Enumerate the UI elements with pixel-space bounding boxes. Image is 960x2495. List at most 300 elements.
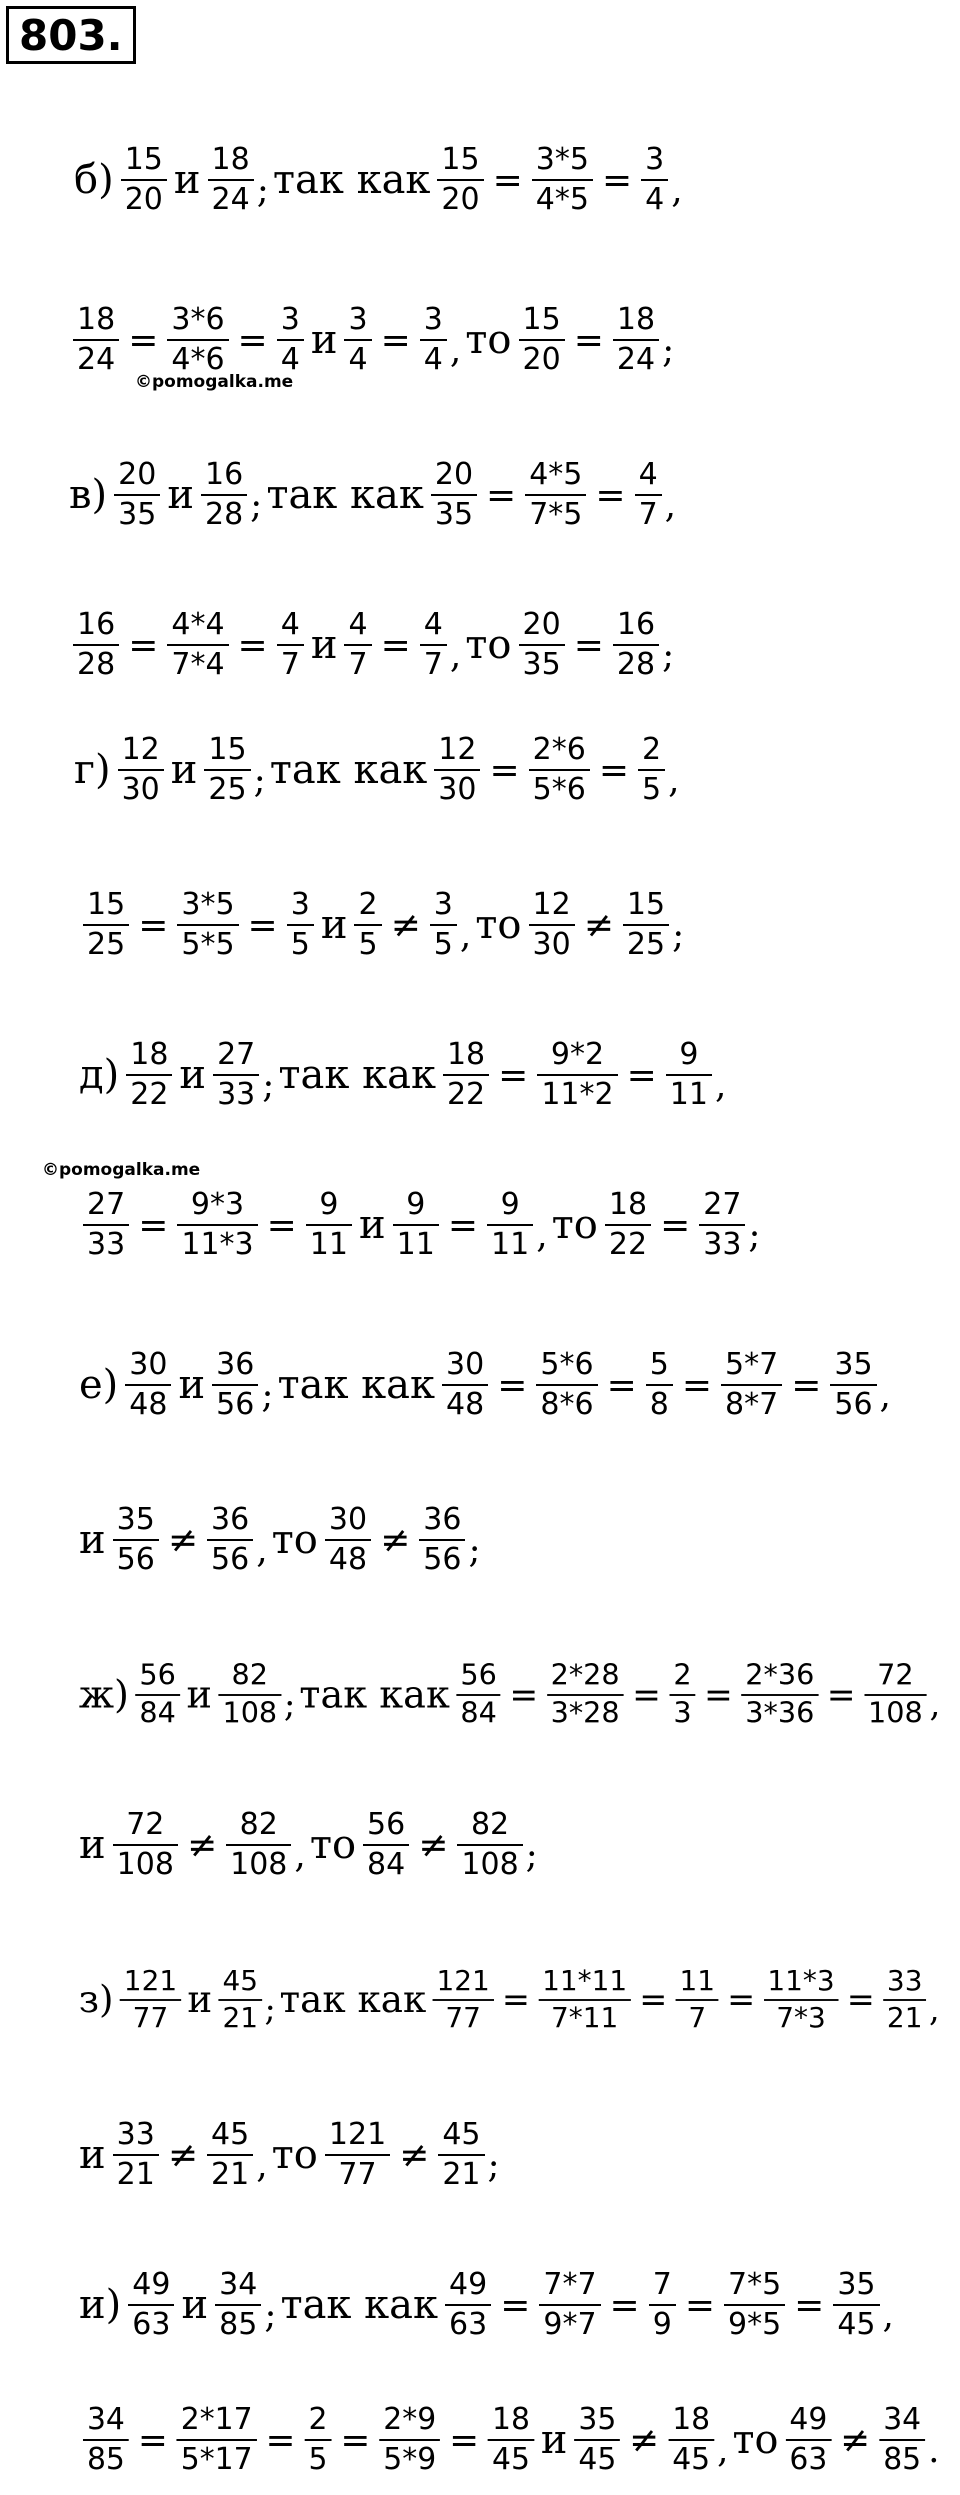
denominator: 63: [789, 2441, 828, 2477]
denominator: 21: [116, 2157, 155, 2192]
operator: =: [601, 159, 633, 201]
text-fragment: б): [74, 157, 114, 203]
numerator: 2*17: [180, 2402, 253, 2438]
operator: =: [573, 319, 604, 361]
numerator: 15: [522, 302, 561, 337]
punctuation: ;: [662, 635, 675, 676]
fraction: [219, 1964, 262, 2037]
denominator: 3*28: [550, 1696, 620, 1731]
numerator: 9*2: [550, 1037, 605, 1072]
operator: =: [138, 1204, 169, 1246]
fraction: [623, 886, 669, 964]
fraction: [420, 301, 447, 379]
punctuation: ,: [929, 1990, 940, 2029]
punctuation: ,: [882, 2295, 894, 2336]
fraction: [287, 886, 314, 964]
text-fragment: так как: [277, 1362, 436, 1408]
fraction: [547, 1658, 624, 1733]
text-fragment: так как: [269, 747, 428, 793]
fraction: [114, 456, 160, 534]
numerator: 33: [886, 1964, 923, 1998]
denominator: 7: [688, 2001, 707, 2035]
operator: ≠: [380, 1519, 411, 1561]
operator: =: [266, 1204, 297, 1246]
text-fragment: и: [79, 2132, 106, 2178]
fraction: [830, 1346, 876, 1424]
fraction: [125, 1346, 171, 1424]
fraction: [201, 456, 247, 534]
fraction: [136, 1658, 180, 1733]
denominator: 4: [280, 342, 300, 377]
fraction: [208, 141, 254, 219]
fraction: [668, 2401, 714, 2479]
punctuation: ;: [253, 760, 266, 801]
fraction: [445, 2266, 491, 2344]
fraction: [113, 2116, 159, 2194]
numerator: 2*28: [550, 1658, 620, 1693]
numerator: 30: [446, 1347, 485, 1382]
denominator: 33: [217, 1077, 256, 1112]
text-fragment: и: [179, 1052, 207, 1098]
problem-number: 803.: [6, 6, 136, 64]
numerator: 3*5: [535, 142, 589, 177]
operator: =: [609, 2284, 640, 2326]
fraction: [442, 1346, 488, 1424]
operator: =: [247, 904, 278, 946]
denominator: 9*7: [543, 2307, 597, 2342]
numerator: 18: [616, 302, 656, 337]
numerator: 9: [679, 1037, 699, 1072]
denominator: 5*6: [532, 772, 586, 807]
text-fragment: и: [358, 1202, 386, 1248]
operator: =: [137, 2419, 168, 2461]
numerator: 2: [673, 1658, 692, 1693]
fraction: [487, 1186, 533, 1264]
numerator: 82: [470, 1807, 510, 1842]
numerator: 18: [492, 2402, 530, 2438]
fraction: [638, 731, 665, 809]
fraction: [532, 141, 593, 219]
denominator: 5: [290, 927, 310, 962]
numerator: 5*6: [540, 1347, 594, 1382]
equation-line: [80, 1170, 761, 1280]
fraction: [438, 2116, 484, 2194]
fraction: [529, 886, 575, 964]
denominator: 9: [652, 2307, 672, 2342]
fraction: [537, 1036, 617, 1114]
denominator: 30: [121, 772, 160, 807]
fraction: [764, 1964, 839, 2037]
fraction: [215, 2266, 261, 2344]
numerator: 33: [116, 2117, 155, 2152]
denominator: 21: [211, 2157, 250, 2192]
denominator: 28: [77, 647, 116, 682]
equation-line: [75, 2100, 500, 2210]
text-fragment: так как: [280, 2282, 438, 2328]
punctuation: ,: [671, 170, 683, 211]
fraction: [883, 1964, 926, 2037]
numerator: 3: [433, 887, 453, 922]
text-fragment: ж): [78, 1673, 129, 1717]
denominator: 25: [626, 927, 666, 962]
numerator: 15: [87, 887, 126, 922]
fraction: [605, 1186, 651, 1264]
fraction: [304, 2401, 331, 2479]
fraction: [167, 606, 228, 684]
operator: ≠: [390, 904, 421, 946]
fraction: [613, 606, 659, 684]
text-fragment: и: [310, 622, 338, 668]
numerator: 36: [423, 1502, 462, 1537]
numerator: 2*6: [532, 732, 586, 767]
denominator: 4: [645, 182, 665, 217]
numerator: 49: [132, 2267, 171, 2302]
text-fragment: так как: [266, 472, 424, 518]
text-fragment: з): [78, 1978, 114, 2022]
numerator: 49: [449, 2267, 488, 2302]
numerator: 34: [219, 2267, 258, 2302]
denominator: 45: [578, 2441, 617, 2477]
numerator: 45: [211, 2117, 250, 2152]
operator: =: [497, 1364, 528, 1406]
operator: =: [660, 1204, 691, 1246]
numerator: 35: [837, 2267, 876, 2302]
denominator: 63: [449, 2307, 488, 2342]
fraction: [393, 1186, 439, 1264]
numerator: 7: [652, 2267, 672, 2302]
denominator: 8: [649, 1387, 669, 1422]
operator: =: [486, 474, 517, 516]
numerator: 27: [703, 1187, 742, 1222]
fraction: [207, 2116, 253, 2194]
numerator: 2: [642, 732, 662, 767]
numerator: 82: [239, 1807, 278, 1842]
denominator: 5: [642, 772, 662, 807]
denominator: 4: [348, 342, 368, 377]
equation-line: [70, 125, 683, 235]
denominator: 21: [442, 2157, 481, 2192]
equation-line: [80, 2385, 940, 2494]
text-fragment: то: [465, 622, 512, 668]
fraction: [354, 886, 381, 964]
numerator: 3: [645, 142, 665, 177]
text-fragment: так как: [279, 1978, 427, 2022]
fraction: [344, 301, 371, 379]
punctuation: .: [928, 2430, 940, 2471]
equation-line: [75, 1020, 726, 1130]
operator: ≠: [167, 1519, 199, 1561]
fraction: [207, 1501, 253, 1579]
numerator: 18: [211, 142, 250, 177]
numerator: 16: [616, 607, 656, 642]
numerator: 11*3: [767, 1964, 835, 1998]
numerator: 45: [442, 2117, 481, 2152]
numerator: 35: [834, 1347, 873, 1382]
operator: =: [791, 1364, 822, 1406]
numerator: 3: [290, 887, 310, 922]
denominator: 77: [445, 2001, 481, 2035]
fraction: [443, 1036, 489, 1114]
operator: =: [639, 1980, 668, 2020]
operator: =: [684, 2284, 715, 2326]
denominator: 5*5: [181, 927, 235, 962]
numerator: 121: [328, 2117, 387, 2152]
denominator: 56: [216, 1387, 255, 1422]
operator: ≠: [167, 2134, 199, 2176]
punctuation: ,: [459, 915, 472, 956]
denominator: 56: [211, 1542, 250, 1577]
text-fragment: то: [551, 1202, 598, 1248]
fraction: [277, 606, 304, 684]
punctuation: ;: [487, 2145, 500, 2186]
numerator: 49: [789, 2402, 828, 2438]
text-fragment: и: [79, 1822, 106, 1868]
denominator: 108: [461, 1847, 519, 1882]
numerator: 56: [367, 1807, 406, 1842]
operator: =: [826, 1675, 856, 1715]
denominator: 3*36: [745, 1696, 815, 1731]
denominator: 45: [837, 2307, 876, 2342]
punctuation: ,: [536, 1215, 548, 1256]
numerator: 82: [231, 1658, 269, 1693]
fraction: [538, 1964, 631, 2037]
fraction: [699, 1186, 745, 1264]
fraction: [177, 2401, 257, 2479]
denominator: 30: [532, 927, 571, 962]
denominator: 20: [522, 342, 561, 377]
numerator: 72: [877, 1658, 914, 1693]
fraction: [325, 2116, 390, 2194]
operator: =: [626, 1054, 657, 1096]
denominator: 8*6: [540, 1387, 594, 1422]
fraction: [344, 606, 371, 684]
denominator: 5*17: [180, 2441, 253, 2477]
numerator: 72: [126, 1807, 165, 1842]
text-fragment: и: [167, 472, 194, 518]
numerator: 27: [87, 1187, 126, 1222]
operator: =: [340, 2419, 371, 2461]
numerator: 15: [441, 142, 480, 177]
fraction: [574, 2401, 620, 2479]
operator: =: [380, 319, 411, 361]
punctuation: ,: [668, 760, 680, 801]
operator: =: [449, 2419, 480, 2461]
text-fragment: д): [79, 1052, 120, 1098]
denominator: 11: [309, 1227, 348, 1262]
denominator: 7: [348, 647, 368, 682]
numerator: 18: [672, 2402, 711, 2438]
text-fragment: и: [79, 1517, 106, 1563]
fraction: [519, 606, 565, 684]
numerator: 4: [280, 607, 300, 642]
punctuation: ,: [256, 2145, 268, 2186]
denominator: 20: [441, 182, 480, 217]
operator: =: [846, 1980, 875, 2020]
punctuation: ;: [283, 1685, 296, 1725]
denominator: 7*4: [171, 647, 225, 682]
operator: =: [632, 1675, 661, 1715]
numerator: 4*5: [529, 457, 583, 492]
denominator: 7*11: [551, 2001, 619, 2035]
numerator: 9*3: [190, 1187, 245, 1222]
denominator: 28: [616, 647, 656, 682]
operator: ≠: [186, 1824, 218, 1866]
denominator: 77: [132, 2001, 169, 2035]
numerator: 9: [406, 1187, 426, 1222]
numerator: 3: [280, 302, 300, 337]
text-fragment: е): [79, 1362, 119, 1408]
numerator: 16: [204, 457, 244, 492]
denominator: 108: [868, 1696, 923, 1731]
denominator: 85: [219, 2307, 258, 2342]
punctuation: ;: [261, 1375, 274, 1416]
denominator: 11: [669, 1077, 708, 1112]
text-fragment: так как: [272, 157, 431, 203]
denominator: 35: [434, 497, 474, 532]
fraction: [433, 1964, 494, 2037]
operator: =: [794, 2284, 825, 2326]
text-fragment: то: [271, 2132, 318, 2178]
operator: =: [500, 2284, 531, 2326]
punctuation: ;: [264, 2295, 277, 2336]
denominator: 4*5: [535, 182, 589, 217]
fraction: [379, 2401, 440, 2479]
denominator: 22: [446, 1077, 486, 1112]
fraction: [613, 301, 659, 379]
denominator: 45: [672, 2441, 711, 2477]
operator: =: [573, 624, 604, 666]
denominator: 5: [358, 927, 378, 962]
watermark: ©pomogalka.me: [135, 372, 294, 392]
numerator: 12: [532, 887, 571, 922]
fraction: [635, 456, 662, 534]
numerator: 7*7: [543, 2267, 597, 2302]
punctuation: ;: [748, 1215, 761, 1256]
numerator: 9: [500, 1187, 520, 1222]
fraction: [126, 1036, 172, 1114]
denominator: 24: [616, 342, 656, 377]
operator: =: [727, 1980, 756, 2020]
fraction: [646, 1346, 673, 1424]
fraction: [539, 2266, 600, 2344]
numerator: 4: [638, 457, 658, 492]
operator: =: [489, 749, 520, 791]
denominator: 8*7: [725, 1387, 779, 1422]
fraction: [73, 301, 119, 379]
fraction: [431, 456, 477, 534]
operator: =: [606, 1364, 637, 1406]
fraction: [536, 1346, 597, 1424]
fraction: [120, 1964, 181, 2037]
fraction: [649, 2266, 676, 2344]
fraction: [128, 2266, 174, 2344]
operator: =: [501, 1980, 531, 2020]
equation-line: [75, 1485, 481, 1595]
denominator: 3: [673, 1696, 692, 1731]
text-fragment: так как: [278, 1052, 436, 1098]
punctuation: ;: [525, 1835, 538, 1876]
operator: =: [598, 749, 630, 791]
numerator: 4*4: [171, 607, 225, 642]
denominator: 84: [139, 1696, 176, 1731]
denominator: 48: [446, 1387, 485, 1422]
denominator: 35: [522, 647, 561, 682]
text-fragment: и: [186, 1673, 212, 1717]
watermark: ©pomogalka.me: [42, 1160, 201, 1180]
denominator: 21: [222, 2001, 259, 2035]
fraction: [277, 301, 304, 379]
numerator: 3: [423, 302, 443, 337]
denominator: 7: [638, 497, 658, 532]
numerator: 35: [578, 2402, 617, 2438]
fraction: [434, 731, 480, 809]
denominator: 9*5: [727, 2307, 782, 2342]
fraction: [785, 2401, 831, 2479]
equation-line: [70, 590, 674, 700]
denominator: 85: [86, 2441, 125, 2477]
fraction: [419, 1501, 465, 1579]
numerator: 2: [308, 2402, 328, 2438]
punctuation: ,: [929, 1685, 941, 1725]
numerator: 12: [438, 732, 477, 767]
numerator: 18: [130, 1037, 169, 1072]
text-fragment: то: [465, 317, 512, 363]
fraction: [83, 886, 129, 964]
punctuation: ,: [717, 2430, 729, 2471]
denominator: 35: [118, 497, 157, 532]
denominator: 63: [132, 2307, 171, 2342]
numerator: 20: [522, 607, 561, 642]
punctuation: ,: [449, 635, 462, 676]
equation-line: [75, 2250, 894, 2360]
text-fragment: и: [178, 1362, 206, 1408]
text-fragment: в): [69, 472, 108, 518]
fraction: [226, 1806, 291, 1884]
text-fragment: то: [732, 2417, 779, 2463]
denominator: 84: [367, 1847, 406, 1882]
numerator: 5*7: [725, 1347, 779, 1382]
numerator: 56: [139, 1658, 176, 1693]
fraction: [219, 1658, 281, 1733]
denominator: 5*9: [383, 2441, 437, 2477]
fraction: [721, 1346, 782, 1424]
denominator: 30: [438, 772, 477, 807]
text-fragment: и: [170, 747, 198, 793]
punctuation: ;: [672, 915, 685, 956]
denominator: 56: [116, 1542, 155, 1577]
denominator: 77: [338, 2157, 377, 2192]
fraction: [177, 1186, 257, 1264]
fraction: [525, 456, 586, 534]
equation-line: [75, 1330, 891, 1440]
denominator: 24: [211, 182, 250, 217]
fraction: [488, 2401, 534, 2479]
fraction: [204, 731, 250, 809]
numerator: 121: [123, 1964, 178, 1998]
denominator: 4: [423, 342, 443, 377]
fraction: [641, 141, 668, 219]
equation-line: [80, 870, 684, 980]
fraction: [83, 2401, 129, 2479]
numerator: 34: [883, 2402, 922, 2438]
fraction: [879, 2401, 925, 2479]
fraction: [666, 1036, 712, 1114]
operator: =: [704, 1675, 733, 1715]
text-fragment: то: [309, 1822, 357, 1868]
text-fragment: то: [271, 1517, 318, 1563]
numerator: 45: [222, 1964, 259, 1998]
denominator: 33: [703, 1227, 742, 1262]
